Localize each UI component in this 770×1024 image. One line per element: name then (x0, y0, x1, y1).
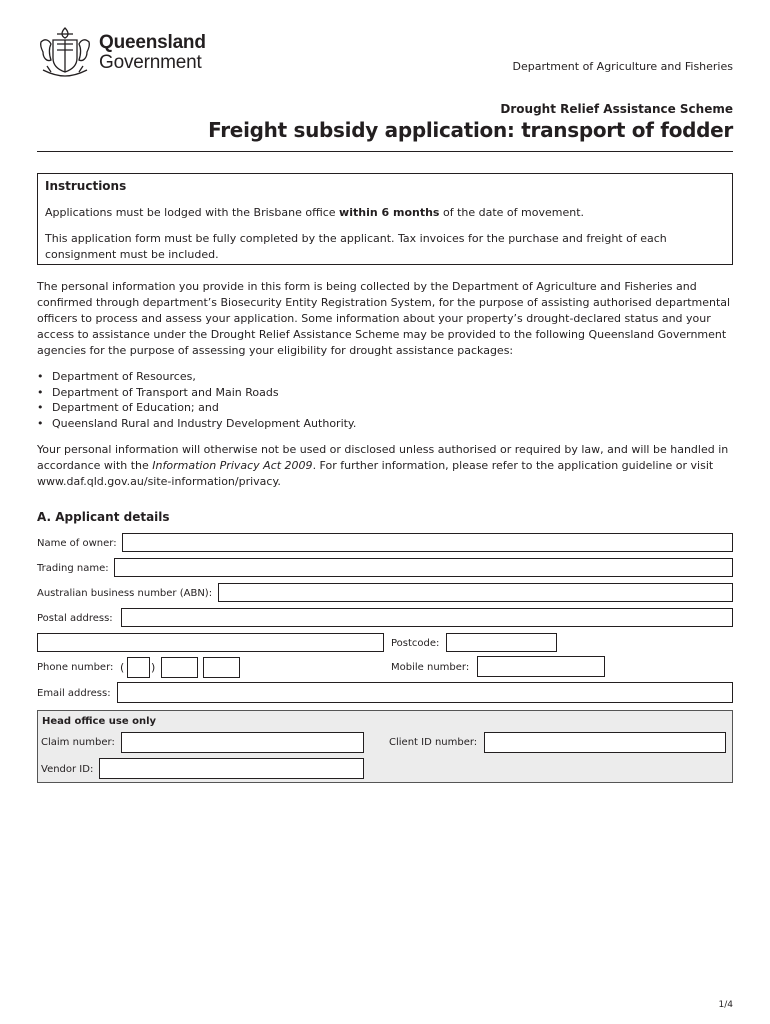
postal-address-line-2-field[interactable] (37, 633, 384, 652)
privacy-paragraph-1: The personal information you provide in this form is being collected by the Department of Agriculture and Fisheries and confirmed through department’s Biosecurity Entity Registration System, for the purpose of assisting authorised departmental officers to process and assess your application. Some information about your property’s drought-declared status and your access to assistance under the Drought Relief Assistance Scheme may be provided to the following Queensland Government agencies for the purpose of assessing your eligibility for drought assistance packages: (37, 280, 731, 357)
privacy-paragraph-2 (37, 442, 737, 490)
office-use-heading: Head office use only (42, 716, 157, 727)
privacy-act-title: Information Privacy Act 2009 (152, 459, 313, 472)
claim-number-field[interactable] (121, 732, 364, 753)
instructions-heading: Instructions (45, 179, 127, 193)
instructions-box (37, 173, 733, 265)
vendor-id-label: Vendor ID: (41, 764, 94, 775)
list-item: • Department of Education; and (37, 400, 356, 416)
name-of-owner-label: Name of owner: (37, 538, 117, 549)
abn-field[interactable] (218, 583, 733, 602)
department-name: Department of Agriculture and Fisheries (512, 60, 733, 73)
list-item: • Department of Transport and Main Roads (37, 385, 356, 401)
instructions-p1-text-end: of the date of movement. (439, 206, 585, 219)
scheme-name: Drought Relief Assistance Scheme (500, 102, 733, 116)
phone-suffix-field[interactable] (203, 657, 240, 678)
name-of-owner-field[interactable] (122, 533, 733, 552)
list-item: • Queensland Rural and Industry Development Authority. (37, 416, 356, 432)
agency-list (37, 369, 356, 431)
postal-address-label: Postal address: (37, 613, 113, 624)
instructions-paragraph-2: This application form must be fully completed by the applicant. Tax invoices for the purchase and freight of each consignment must be included. (45, 232, 667, 261)
privacy-p2-text-end: . For further information, please refer to the application guideline or visit www.daf.qld.gov.au/site-information/privacy. (37, 459, 714, 488)
trading-name-field[interactable] (114, 558, 733, 577)
page-number: 1/4 (718, 1000, 733, 1010)
mobile-number-field[interactable] (477, 656, 605, 677)
section-a-heading: A. Applicant details (37, 510, 170, 524)
mobile-number-label: Mobile number: (391, 662, 470, 673)
claim-number-label: Claim number: (41, 737, 115, 748)
abn-label: Australian business number (ABN): (37, 588, 213, 599)
phone-prefix-field[interactable] (161, 657, 198, 678)
email-address-label: Email address: (37, 688, 111, 699)
instructions-p1-bold: within 6 months (339, 206, 440, 219)
office-use-box (37, 710, 733, 783)
qld-government-logo (37, 24, 212, 78)
phone-paren-open: ( (120, 661, 125, 674)
title-divider (37, 151, 733, 152)
trading-name-label: Trading name: (37, 563, 109, 574)
privacy-p2-text: Your personal information will otherwise not be used or disclosed unless authorised or required by law, and will be handled in accordance with the (37, 443, 729, 472)
phone-paren-close: ) (151, 661, 156, 674)
instructions-paragraph-1 (45, 205, 717, 221)
vendor-id-field[interactable] (99, 758, 364, 779)
postcode-label: Postcode: (391, 638, 440, 649)
phone-area-code-field[interactable] (127, 657, 150, 678)
postal-address-field[interactable] (121, 608, 733, 627)
list-item: • Department of Resources, (37, 369, 356, 385)
instructions-p1-text: Applications must be lodged with the Brisbane office (45, 206, 340, 219)
email-address-field[interactable] (117, 682, 733, 703)
logo-line-1: Queensland (99, 32, 206, 53)
postcode-field[interactable] (446, 633, 557, 652)
page-title: Freight subsidy application: transport of fodder (208, 118, 733, 142)
phone-number-label: Phone number: (37, 662, 114, 673)
logo-line-2: Government (99, 52, 202, 73)
client-id-label: Client ID number: (389, 737, 478, 748)
coat-of-arms-icon (37, 24, 93, 78)
client-id-field[interactable] (484, 732, 726, 753)
